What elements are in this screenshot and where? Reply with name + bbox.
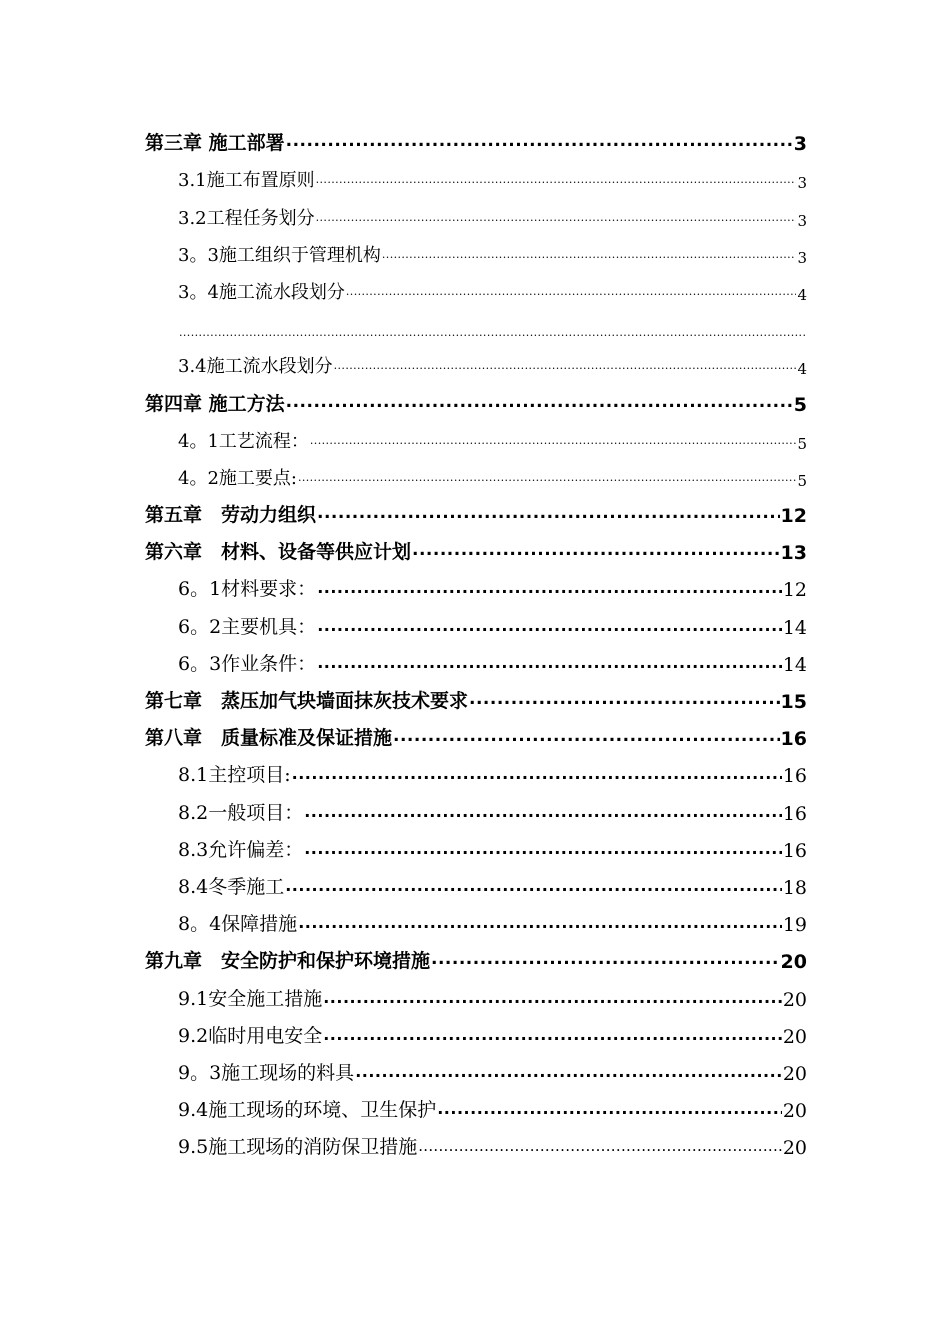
toc-page-number: 12 xyxy=(780,505,807,528)
toc-entry-title: 9.4施工现场的环境、卫生保护 xyxy=(178,1099,437,1122)
dot-leader xyxy=(317,580,782,596)
dot-leader xyxy=(334,360,797,371)
toc-entry-title: 8。4保障措施 xyxy=(178,913,298,936)
dot-leader xyxy=(292,766,782,782)
toc-page-number: 5 xyxy=(793,393,807,416)
dot-leader xyxy=(355,1064,782,1080)
toc-section-entry[interactable] xyxy=(145,1085,807,1122)
toc-page-number: 16 xyxy=(782,839,807,862)
toc-section-entry[interactable] xyxy=(145,973,807,1010)
dot-leader xyxy=(298,915,782,931)
toc-section-entry[interactable] xyxy=(145,862,807,899)
dot-leader xyxy=(285,878,782,894)
toc-page-number: 3 xyxy=(797,174,807,193)
dot-leader xyxy=(317,618,782,634)
table-of-contents xyxy=(145,118,807,1159)
toc-entry-title: 9.5施工现场的消防保卫措施 xyxy=(178,1136,418,1159)
toc-entry-title: 8.1主控项目: xyxy=(178,764,291,787)
toc-entry-title: 第八章 质量标准及保证措施 xyxy=(145,727,393,750)
dot-leader xyxy=(310,435,797,446)
dot-leader xyxy=(393,728,780,745)
toc-page-number: 4 xyxy=(797,360,807,379)
toc-entry-title: 8.3允许偏差： xyxy=(178,838,304,861)
toc-entry-title: 6。2主要机具： xyxy=(178,615,317,638)
toc-section-entry[interactable] xyxy=(145,267,807,304)
toc-section-entry[interactable] xyxy=(145,825,807,862)
toc-page-number: 20 xyxy=(780,951,807,974)
toc-chapter-entry[interactable] xyxy=(145,490,807,527)
dot-leader xyxy=(431,951,780,968)
toc-page-number: 15 xyxy=(780,691,807,713)
toc-chapter-entry[interactable] xyxy=(145,118,807,155)
dot-leader xyxy=(316,174,797,185)
toc-page-number: 20 xyxy=(782,1137,807,1160)
toc-section-entry[interactable] xyxy=(145,1011,807,1048)
toc-page-number: 3 xyxy=(797,211,807,230)
toc-entry-title: 9。3施工现场的料具 xyxy=(178,1061,355,1084)
toc-entry-title: 第六章 材料、设备等供应计划 xyxy=(145,541,412,564)
toc-section-entry[interactable] xyxy=(145,639,807,676)
toc-section-entry[interactable] xyxy=(145,1122,807,1159)
toc-chapter-entry[interactable] xyxy=(145,676,807,713)
toc-section-entry[interactable] xyxy=(145,899,807,936)
toc-page-number: 5 xyxy=(797,434,807,453)
toc-page-number: 14 xyxy=(782,653,807,676)
dot-leader xyxy=(304,804,782,820)
toc-entry-title: 3。3施工组织于管理机构 xyxy=(178,244,381,266)
toc-section-entry[interactable] xyxy=(145,155,807,192)
toc-section-entry[interactable] xyxy=(145,787,807,824)
toc-page-number: 13 xyxy=(780,542,807,565)
toc-section-entry[interactable] xyxy=(145,416,807,453)
toc-page-number: 14 xyxy=(782,616,807,639)
toc-entry-title: 8.4冬季施工 xyxy=(178,875,285,898)
toc-entry-title: 9.2临时用电安全 xyxy=(178,1024,323,1047)
dot-leader xyxy=(323,990,782,1006)
dot-leader xyxy=(317,655,782,671)
toc-page-number: 20 xyxy=(782,1062,807,1085)
toc-page-number: 3 xyxy=(793,133,807,156)
toc-entry-title: 3.2工程任务划分 xyxy=(178,207,315,229)
toc-entry-title: 8.2一般项目： xyxy=(178,801,304,824)
toc-page-number: 16 xyxy=(782,765,807,788)
toc-page-number: 16 xyxy=(780,728,807,751)
dot-leader xyxy=(286,133,793,150)
toc-entry-title: 第四章 施工方法 xyxy=(145,392,285,415)
toc-page-number: 20 xyxy=(782,1100,807,1123)
toc-page-number: 19 xyxy=(782,914,807,937)
toc-entry-title: 第九章 安全防护和保护环境措施 xyxy=(145,950,431,973)
toc-section-entry[interactable] xyxy=(145,564,807,601)
toc-page-number: 18 xyxy=(782,876,807,899)
dot-leader xyxy=(316,212,797,223)
toc-page-number: 3 xyxy=(797,248,807,267)
dot-leader xyxy=(437,1101,782,1117)
toc-section-entry[interactable] xyxy=(145,601,807,638)
dot-leader xyxy=(304,841,782,857)
toc-entry-title: 3.1施工布置原则 xyxy=(178,170,315,192)
toc-page-number: 20 xyxy=(782,1025,807,1048)
toc-section-entry[interactable] xyxy=(145,1048,807,1085)
toc-entry-title: 4。2施工要点: xyxy=(178,467,297,489)
dot-leader xyxy=(412,542,780,559)
toc-page-number: 20 xyxy=(782,988,807,1011)
dot-leader xyxy=(317,505,780,522)
toc-entry-title: 3.4施工流水段划分 xyxy=(178,356,333,378)
toc-section-entry[interactable] xyxy=(145,341,807,378)
toc-chapter-entry[interactable] xyxy=(145,527,807,564)
dot-leader xyxy=(382,249,797,260)
toc-entry-title: 6。1材料要求： xyxy=(178,578,317,601)
dot-leader xyxy=(469,691,780,708)
toc-entry-title: 第三章 施工部署 xyxy=(145,132,285,155)
toc-section-entry[interactable] xyxy=(145,750,807,787)
toc-chapter-entry[interactable] xyxy=(145,713,807,750)
toc-page-number: 5 xyxy=(797,471,807,490)
dot-leader xyxy=(298,472,796,483)
toc-chapter-entry[interactable] xyxy=(145,936,807,973)
toc-section-entry[interactable] xyxy=(145,230,807,267)
toc-entry-title: 第五章 劳动力组织 xyxy=(145,504,317,527)
toc-chapter-entry[interactable] xyxy=(145,378,807,415)
toc-entry-title: 第七章 蒸压加气块墙面抹灰技术要求 xyxy=(145,690,469,712)
toc-entry-title: 4。1工艺流程： xyxy=(178,430,309,452)
toc-page-number: 4 xyxy=(797,285,807,304)
dot-leader xyxy=(346,286,797,297)
toc-page-number: 12 xyxy=(782,579,807,602)
dot-leader xyxy=(323,1027,782,1043)
dot-leader xyxy=(418,1139,782,1154)
toc-section-entry[interactable] xyxy=(145,453,807,490)
toc-entry-title: 6。3作业条件： xyxy=(178,652,317,675)
toc-entry-title: 9.1安全施工措施 xyxy=(178,987,323,1010)
dot-leader xyxy=(179,327,806,338)
toc-section-entry[interactable] xyxy=(145,192,807,229)
toc-entry-title: 3。4施工流水段划分 xyxy=(178,281,345,303)
toc-dot-leader-line xyxy=(145,304,807,341)
toc-page-number: 16 xyxy=(782,802,807,825)
dot-leader xyxy=(286,394,793,411)
